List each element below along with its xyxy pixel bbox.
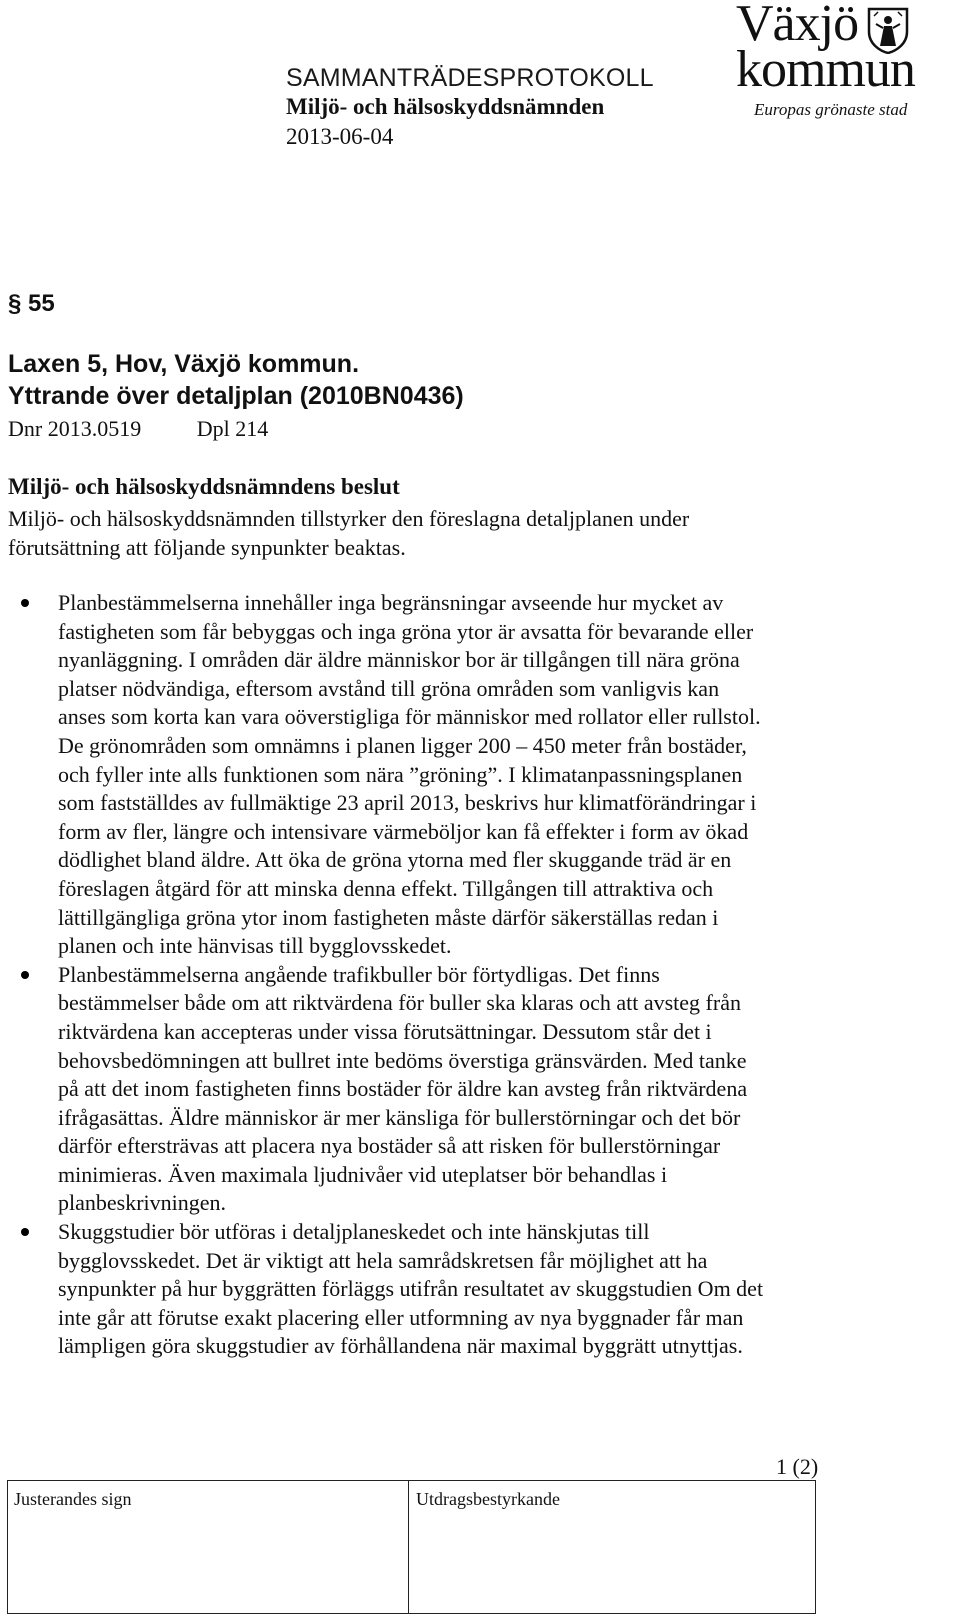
dpl-number: Dpl 214 [196,416,269,441]
paragraph-title-line1: Laxen 5, Hov, Växjö kommun. [8,350,360,378]
signature-divider [408,1481,409,1613]
bullet-icon [21,971,29,979]
list-item [8,961,768,1218]
vaxjo-kommun-logo [736,0,960,130]
organ-name: Miljö- och hälsoskyddsnämnden [286,94,605,119]
logo-tagline: Europas grönaste stad [754,100,908,119]
meeting-date: 2013-06-04 [286,124,394,149]
list-item [8,1218,768,1361]
list-item-text: Planbestämmelserna innehåller inga begränsningar avseende hur mycket av fastigheten som får bebyggas och inga gröna ytor är avsatta för bevarande eller nyanläggning. I områden där äldre människor bor är tillgången till nära gröna platser nödvändiga, eftersom avstånd till gröna områden som vanligvis kan anses som korta kan vara oöverstigliga för människor med rollator eller rullstol. De grönområden som omnämns i planen ligger 200 – 450 meter från bostäder, och fyller inte alls funktionen som nära ”gröning”. I klimatanpassningsplanen som fastställdes av fullmäktige 23 april 2013, beskrivs hur klimatförändringar i form av fler, längre och intensivare värmeböljor kan få effekter i form av ökad dödlighet bland äldre. Att öka de gröna ytorna med fler skuggande träd är en föreslagen åtgärd för att minska denna effekt. Tillgången till attraktiva och lättillgängliga gröna ytor inom fastigheten måste därför säkerställas redan i planen och inte hänvisas till bygglovsskedet. [58,590,761,959]
bullet-icon [21,599,29,607]
list-item [8,589,768,961]
reference-numbers [8,416,268,442]
signature-box [7,1480,816,1614]
paragraph-title-line2: Yttrande över detaljplan (2010BN0436) [8,382,464,410]
viewpoints-list [8,589,768,1361]
paragraph-number: § 55 [8,290,55,317]
list-item-text: Skuggstudier bör utföras i detaljplaneskedet och inte hänskjutas till bygglovsskedet. Det är viktigt att hela samrådskretsen får möjlighet att ha synpunkter på hur byggrätten förläggs utifrån resultatet av skuggstudien Om det inte går att förutse exakt placering eller utformning av nya byggnader får man lämpligen göra skuggstudier av förhållandena när maximal byggrätt utnyttjas. [58,1219,764,1359]
document-type: SAMMANTRÄDESPROTOKOLL [286,64,654,92]
sign-label: Justerandes sign [14,1489,132,1509]
decision-heading: Miljö- och hälsoskyddsnämndens beslut [8,474,400,499]
decision-text: Miljö- och hälsoskyddsnämnden tillstyrker den föreslagna detaljplanen under förutsättning att följande synpunkter beaktas. [8,506,690,560]
logo-text-kommun: kommun [736,41,915,98]
bullet-icon [21,1228,29,1236]
page-number: 1 (2) [776,1454,819,1479]
list-item-text: Planbestämmelserna angående trafikbuller bör förtydligas. Det finns bestämmelser både om att riktvärdena för buller ska klaras och att avsteg från riktvärdena kan accepteras under vissa förutsättningar. Dessutom står det i behovsbedömningen att bullret inte bedöms överstiga gränsvärden. Med tanke på att det inom fastigheten finns bostäder för äldre kan avsteg från riktvärdena ifrågasättas. Äldre människor är mer känsliga för bullerstörningar och det bör därför eftersträvas att placera nya bostäder så att risken för bullerstörningar minimieras. Även maximala ljudnivåer vid uteplatser bör behandlas i planbeskrivningen. [58,961,748,1216]
extract-label: Utdragsbestyrkande [416,1489,560,1509]
dnr-number: Dnr 2013.0519 [8,416,142,441]
logo-text-vaxjo: Växjö [736,0,859,52]
